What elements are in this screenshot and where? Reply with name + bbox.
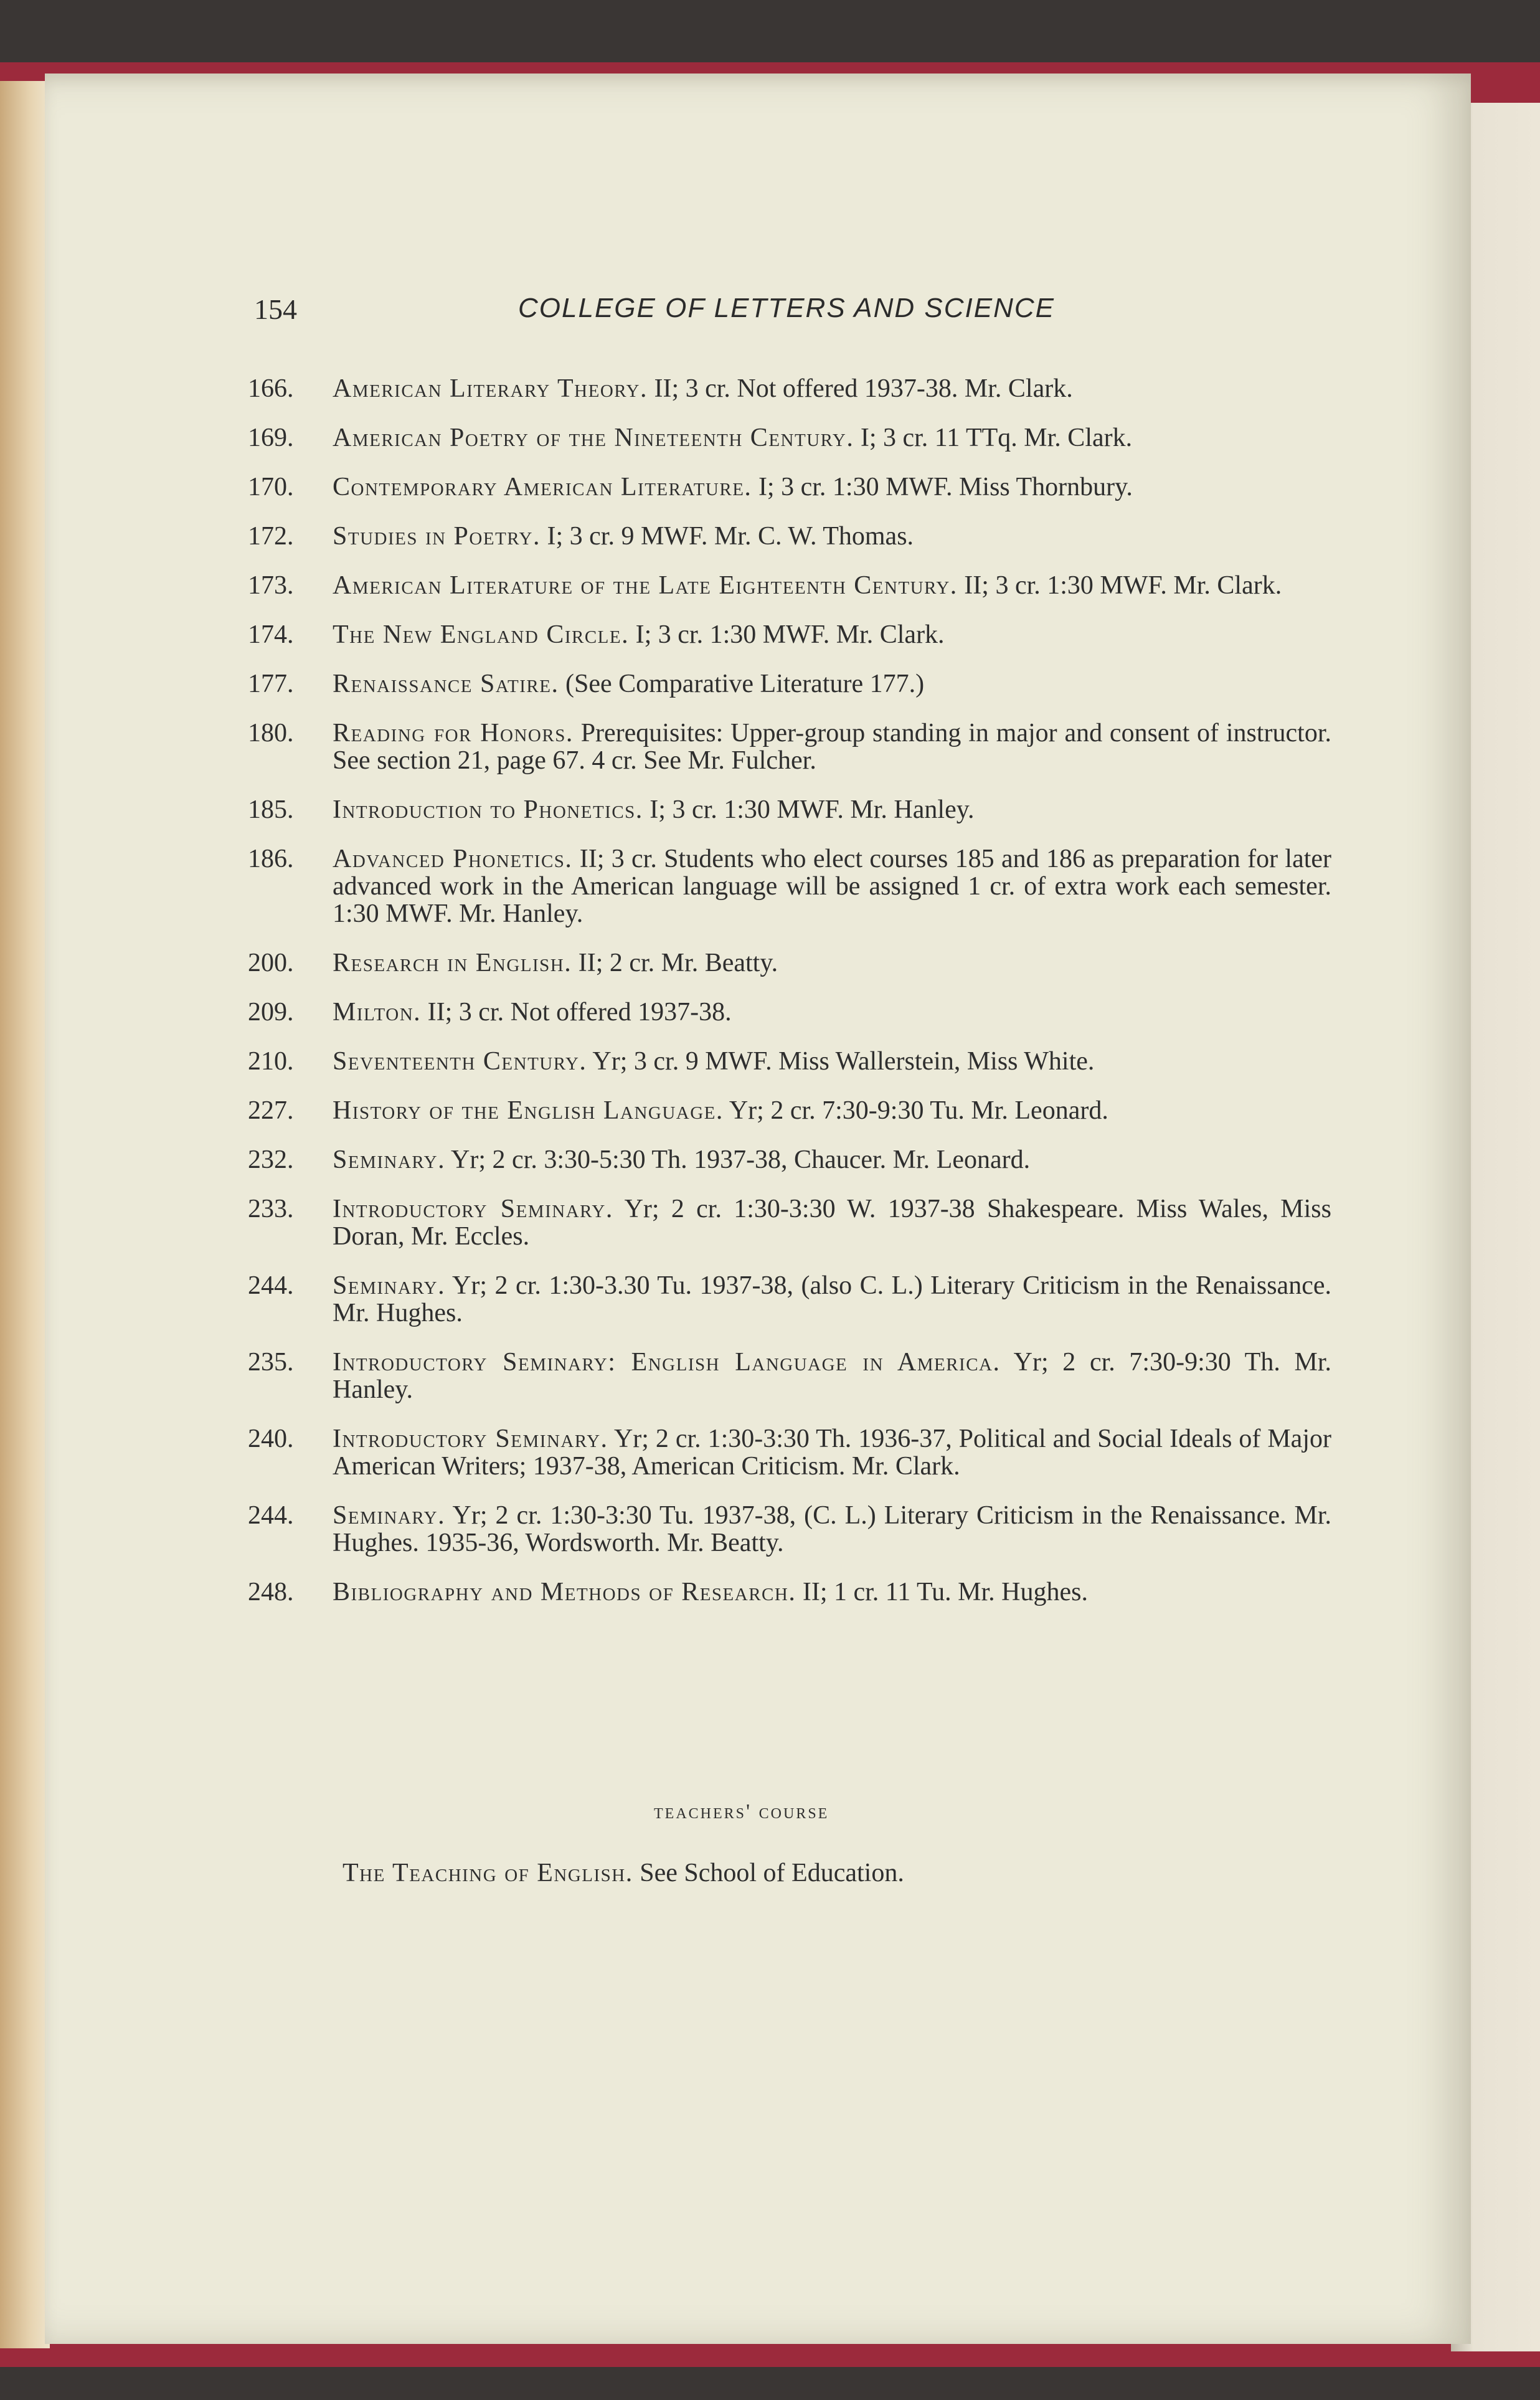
course-title: American Literary Theory. xyxy=(333,374,648,403)
course-details: Yr; 2 cr. 1:30-3:30 Tu. 1937-38, (C. L.) Literary Criticism in the Renaissance. Mr. Hughes. 1935-36, Wordsworth. Mr. Beatty. xyxy=(333,1501,1331,1557)
course-details: I; 3 cr. 1:30 MWF. Miss Thornbury. xyxy=(758,473,1133,501)
course-details: Yr; 3 cr. 9 MWF. Miss Wallerstein, Miss White. xyxy=(592,1047,1095,1076)
course-details: Yr; 2 cr. 7:30-9:30 Tu. Mr. Leonard. xyxy=(729,1096,1108,1125)
course-number: 232. xyxy=(248,1145,294,1174)
course-entry xyxy=(248,845,1331,927)
course-details: II; 3 cr. Not offered 1937-38. Mr. Clark. xyxy=(654,374,1073,403)
course-details: Prerequisites: Upper-group standing in major and consent of instructor. See section 21, page 67. 4 cr. See Mr. Fulcher. xyxy=(333,719,1332,775)
course-title: Seminary. xyxy=(333,1145,446,1174)
course-entry xyxy=(248,1097,1331,1124)
course-title: Advanced Phonetics. xyxy=(333,845,573,873)
course-title: American Literature of the Late Eighteenth Century. xyxy=(333,571,958,600)
course-title: Seventeenth Century. xyxy=(333,1047,587,1076)
course-entry xyxy=(248,1048,1331,1075)
course-entry xyxy=(248,719,1331,774)
course-list xyxy=(248,375,1331,1628)
course-number: 172. xyxy=(248,522,294,551)
course-number: 173. xyxy=(248,571,294,600)
course-title: Bibliography and Methods of Research. xyxy=(333,1578,796,1606)
course-text: See School of Education. xyxy=(640,1859,904,1887)
course-number: 227. xyxy=(248,1096,294,1125)
course-details: II; 3 cr. Students who elect courses 185 and 186 as preparation for later advanced work in the American language will be assigned 1 cr. of extra work each semester. 1:30 MWF. Mr. Hanley. xyxy=(333,845,1332,928)
course-entry xyxy=(248,523,1331,550)
course-entry xyxy=(248,998,1331,1026)
course-details: Yr; 2 cr. 3:30-5:30 Th. 1937-38, Chaucer. Mr. Leonard. xyxy=(451,1145,1031,1174)
course-details: I; 3 cr. 11 TTq. Mr. Clark. xyxy=(860,424,1133,452)
page-header xyxy=(254,293,1319,336)
course-title: Seminary. xyxy=(333,1501,446,1530)
course-number: 240. xyxy=(248,1425,294,1453)
course-details: Yr; 2 cr. 1:30-3:30 W. 1937-38 Shakespeare. Miss Wales, Miss Doran, Mr. Eccles. xyxy=(333,1195,1331,1251)
course-entry xyxy=(248,621,1331,648)
course-title: Seminary. xyxy=(333,1271,446,1300)
course-entry xyxy=(248,1272,1331,1327)
course-number: 244. xyxy=(248,1501,294,1530)
course-title: Introductory Seminary: English Language in America. xyxy=(333,1348,1001,1377)
course-number: 174. xyxy=(248,620,294,649)
course-details: (See Comparative Literature 177.) xyxy=(565,670,925,698)
course-title: Milton. xyxy=(333,998,422,1027)
course-entry xyxy=(248,375,1331,402)
course-title: Contemporary American Literature. xyxy=(333,473,752,501)
course-number: 200. xyxy=(248,949,294,977)
course-details: Yr; 2 cr. 7:30-9:30 Th. Mr. Hanley. xyxy=(333,1348,1332,1404)
course-number: 209. xyxy=(248,998,294,1027)
course-title: Reading for Honors. xyxy=(333,719,574,747)
course-entry xyxy=(248,796,1331,823)
course-number: 233. xyxy=(248,1195,294,1223)
course-entry xyxy=(248,1195,1331,1250)
course-details: Yr; 2 cr. 1:30-3.30 Tu. 1937-38, (also C. L.) Literary Criticism in the Renaissance. Mr. Hughes. xyxy=(333,1271,1331,1327)
course-entry xyxy=(248,1425,1331,1480)
course-title: Introduction to Phonetics. xyxy=(333,795,643,824)
course-title: Introductory Seminary. xyxy=(333,1195,613,1223)
course-entry xyxy=(248,670,1331,698)
page-number: 154 xyxy=(254,293,297,325)
course-number: 185. xyxy=(248,795,294,824)
course-entry xyxy=(248,1146,1331,1174)
course-entry xyxy=(248,1349,1331,1403)
course-entry xyxy=(248,1578,1331,1606)
course-title: American Poetry of the Nineteenth Century. xyxy=(333,424,854,452)
course-number: 180. xyxy=(248,719,294,747)
course-title: Introductory Seminary. xyxy=(333,1425,608,1453)
course-number: 177. xyxy=(248,670,294,698)
course-title: History of the English Language. xyxy=(333,1096,724,1125)
course-title: The Teaching of English. xyxy=(342,1859,633,1887)
course-entry xyxy=(248,572,1331,599)
teaching-course-entry xyxy=(342,1858,904,1888)
course-details: II; 1 cr. 11 Tu. Mr. Hughes. xyxy=(802,1578,1088,1606)
course-entry xyxy=(248,473,1331,501)
course-number: 166. xyxy=(248,374,294,403)
course-number: 244. xyxy=(248,1271,294,1300)
course-details: I; 3 cr. 1:30 MWF. Mr. Hanley. xyxy=(650,795,975,824)
course-number: 170. xyxy=(248,473,294,501)
course-title: The New England Circle. xyxy=(333,620,630,649)
course-title: Renaissance Satire. xyxy=(333,670,559,698)
course-number: 210. xyxy=(248,1047,294,1076)
course-number: 186. xyxy=(248,845,294,873)
course-details: I; 3 cr. 1:30 MWF. Mr. Clark. xyxy=(635,620,945,649)
course-details: II; 3 cr. Not offered 1937-38. xyxy=(427,998,732,1027)
course-details: II; 3 cr. 1:30 MWF. Mr. Clark. xyxy=(964,571,1282,600)
course-details: II; 2 cr. Mr. Beatty. xyxy=(578,949,778,977)
course-entry xyxy=(248,1502,1331,1557)
course-number: 235. xyxy=(248,1348,294,1377)
course-title: Research in English. xyxy=(333,949,572,977)
running-title: COLLEGE OF LETTERS AND SCIENCE xyxy=(518,293,1055,323)
course-entry xyxy=(248,949,1331,977)
course-entry xyxy=(248,424,1331,452)
course-title: Studies in Poetry. xyxy=(333,522,541,551)
course-details: I; 3 cr. 9 MWF. Mr. C. W. Thomas. xyxy=(547,522,914,551)
section-heading: teachers' course xyxy=(654,1800,829,1823)
course-number: 169. xyxy=(248,424,294,452)
course-number: 248. xyxy=(248,1578,294,1606)
page-stack-edge xyxy=(0,81,50,2348)
course-details: Yr; 2 cr. 1:30-3:30 Th. 1936-37, Political and Social Ideals of Major American Writers; 1937-38, American Criticism. Mr. Clark. xyxy=(333,1425,1331,1481)
